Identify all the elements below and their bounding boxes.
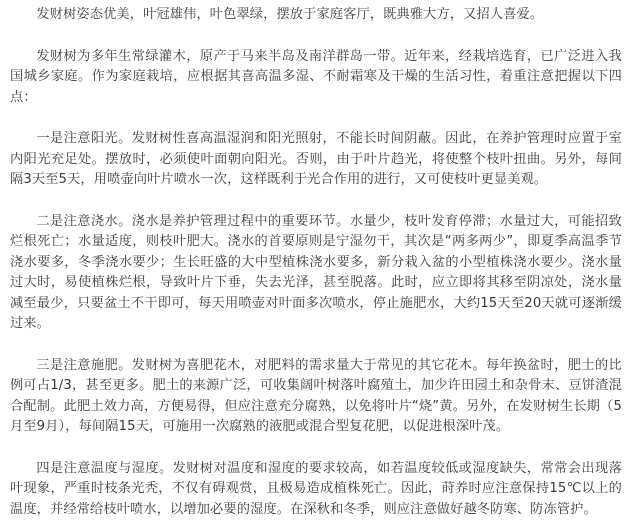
fertilizing-paragraph: 三是注意施肥。发财树为喜肥花木，对肥料的需求量大于常见的其它花木。每年换盆时，肥土的比例可占1/3，甚至更多。肥土的来源广泛，可收集阔叶树落叶腐殖土，加少许田园土和杂骨末、豆饼渣混合配制。此肥土效力高，方便易得，但应注意充分腐熟，以免将叶片“烧”黄。另外，在发财树生长期（5月至9月），每间隔15天，可施用一次腐熟的液肥或混合型复花肥，以促进根深叶茂。 [10,357,622,434]
overview-paragraph: 发财树为多年生常绿灌木，原产于马来半岛及南洋群岛一带。近年来，经栽培选育，已广泛进入我国城乡家庭。作为家庭栽培，应根据其喜高温多湿、不耐霜寒及干燥的生活习性，着重注意把握以下四点： [10,48,622,105]
sunlight-paragraph: 一是注意阳光。发财树性喜高温湿润和阳光照射，不能长时间阴蔽。因此，在养护管理时应置于室内阳光充足处。摆放时，必须使叶面朝向阳光。否则，由于叶片趋光，将使整个枝叶扭曲。另外，每间隔3天至5天，用喷壶向叶片喷水一次，这样既利于光合作用的进行，又可使枝叶更显美观。 [10,131,622,187]
watering-paragraph: 二是注意浇水。浇水是养护管理过程中的重要环节。水量少，枝叶发育停滞；水量过大，可能招致烂根死亡；水量适度，则枝叶肥大。浇水的首要原则是宁湿勿干，其次是“两多两少”，即夏季高温季节浇水要多，冬季浇水要少；生长旺盛的大中型植株浇水要多，新分栽入盆的小型植株浇水要少。浇水量过大时，易使植株烂根，导致叶片下垂，失去光泽，甚至脱落。此时，应立即将其移至阴凉处，浇水量减至最少，只要盆土不干即可，每天用喷壶对叶面多次喷水，停止施肥水，大约15天至20天就可逐渐缓过来。 [10,213,622,331]
temperature-humidity-paragraph: 四是注意温度与湿度。发财树对温度和湿度的要求较高，如若温度较低或湿度缺失，常常会出现落叶现象，严重时枝条光秃，不仅有碍观赏，且极易造成植株死亡。因此，莳养时应注意保持15℃以上的温度，并经常给枝叶喷水，以增加必要的湿度。在深秋和冬季，则应注意做好越冬防寒、防冻管护。 [10,460,622,517]
intro-paragraph: 发财树姿态优美，叶冠雄伟，叶色翠绿，摆放于家庭客厅，既典雅大方，又招人喜爱。 [36,7,544,22]
